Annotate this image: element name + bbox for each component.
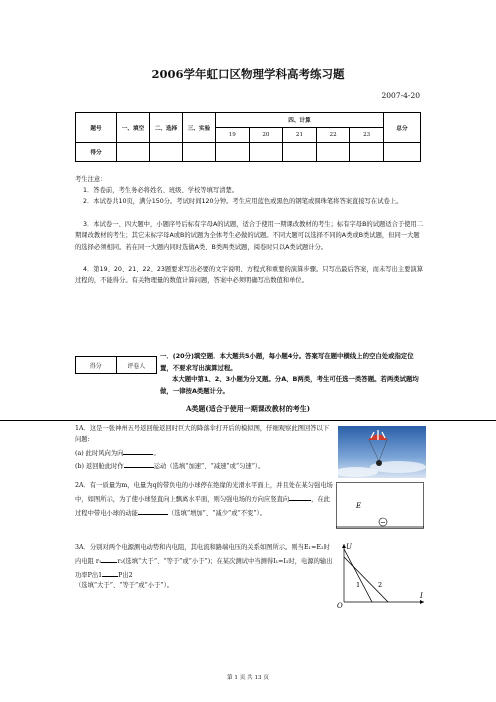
page-footer: 第 1 页 共 13 页 xyxy=(227,675,269,681)
line-1-label: 1 xyxy=(356,581,361,589)
line-2-label: 2 xyxy=(378,581,383,589)
col-q22: 22 xyxy=(316,128,350,143)
q1a-part-a: (a) 此时风向为向 。 xyxy=(75,446,333,460)
page-title: 2006学年虹口区物理学科高考练习题 xyxy=(151,67,345,81)
notice-item: 2．本试卷共10页，满分150分。考试时间120分钟。考生应用蓝色或黑色的钢笔或圆珠笔将答案直接写在试卷上。 xyxy=(83,198,403,205)
q1a-text xyxy=(75,424,333,473)
q1a-part-b: (b) 返回舱此时作 运动（选填“加速”、“减速”或“匀速”）。 xyxy=(75,459,333,473)
q3a-blank-power[interactable] xyxy=(102,568,118,577)
col-calculation: 四、计算 xyxy=(216,113,384,128)
q1a-stem: 1A．这是一张神州五号返回舱返回时巨大的降落伞打开后的模拟图，仔细观察此图回答以下问题: xyxy=(75,425,330,443)
score-cell[interactable] xyxy=(183,143,216,162)
origin-label: O xyxy=(337,602,343,608)
part1-instructions xyxy=(160,351,426,397)
axis-i-label: I xyxy=(420,592,423,600)
col-experiment: 三、实验 xyxy=(183,113,216,143)
col-q23: 23 xyxy=(350,128,384,143)
electric-field-diagram xyxy=(336,482,424,530)
q1a-blank-a[interactable] xyxy=(123,446,153,455)
parachute-photo xyxy=(338,426,426,478)
score-cell[interactable] xyxy=(316,143,350,162)
notice-item: 3．本试卷一、四大题中，小题序号后标有字母A的试题，适合于使用一期课改教材的考生；标有字母B的试题适合于使用二期课改教材的考生；其它未标字母A或B的试题为全体考生必做的试题。不同大题可以选择不同的A类或B类试题，但同一大题的选择必须相同。若在同一大题内同时选做A类、B类两类试题，阅卷时只以A类试题计分。 xyxy=(75,221,424,251)
section-divider xyxy=(0,420,496,421)
q3a-text: 3A．分别对两个电源测电动势和内电阻，其电流和路端电压的关系如图所示。则当E₁=E₂时内电阻 r₁ r₂(选填“大于”、“等于”或“小于”)；在某次测试中当测得I₁=I₂时，电源的输出功率P出1 P出2 （选填“大于”、“等于”或“小于”）。 xyxy=(75,543,333,592)
score-cell[interactable] xyxy=(216,143,250,162)
u-i-graph xyxy=(336,540,426,608)
field-label: E xyxy=(356,502,362,510)
scorer-grader-label: 评卷人 xyxy=(127,362,146,370)
col-choice: 二、选择 xyxy=(150,113,183,143)
col-question-label: 题号 xyxy=(76,113,117,143)
axis-u-label: U xyxy=(346,543,352,551)
score-table xyxy=(75,112,421,162)
q2a-blank-direction[interactable] xyxy=(289,492,311,501)
score-cell[interactable] xyxy=(384,143,421,162)
scorer-box xyxy=(75,356,157,374)
graph-line-1 xyxy=(344,549,372,602)
notice-heading: 考生注意： xyxy=(75,176,107,183)
col-q21: 21 xyxy=(283,128,317,143)
q2a-blank-energy[interactable] xyxy=(138,506,168,515)
graph-line-2 xyxy=(344,557,388,602)
score-cell[interactable] xyxy=(249,143,283,162)
q2a-text: 2A．有一质量为m，电量为q的带负电的小球停在绝缘的光滑水平面上，并且处在某匀强电场中，如图所示，为了使小球竖直向上飘离水平面，则匀强电场的方向应竖直向 ，在此过程中带电小球的动能 （选填“增加”、“减少”或“不变”）。 xyxy=(75,482,333,517)
part1-line1: 一．(20分)填空题．本大题共5小题，每小题4分。答案写在题中横线上的空白处或指定位置，不要求写出演算过程。 xyxy=(160,352,414,372)
part1-line2: 本大题中第1、2、3小题为分叉题。分A、B两类，考生可任选一类答题。若两类试题均做，一律按A类题计分。 xyxy=(160,375,419,395)
col-q20: 20 xyxy=(249,128,283,143)
q1a-blank-b[interactable] xyxy=(124,459,154,468)
q3a-blank-resistance[interactable] xyxy=(101,554,117,563)
score-cell[interactable] xyxy=(350,143,384,162)
score-cell[interactable] xyxy=(150,143,183,162)
q3a-hint: （选填“大于”、“等于”或“小于”）。 xyxy=(75,582,174,590)
exam-date: 2007-4-20 xyxy=(381,91,420,100)
col-q19: 19 xyxy=(216,128,250,143)
notice-item: 4．第19、20、21、22、23题要求写出必要的文字说明、方程式和重要的演算步骤。只写出最后答案，而未写出主要演算过程的，不能得分。有关物理量的数值计算问题，答案中必须明确写出数值和单位。 xyxy=(75,266,424,285)
score-row-label: 得分 xyxy=(76,143,117,162)
notice-item: 1．答卷前，考生务必将姓名、班级、学校等填写清楚。 xyxy=(83,187,239,194)
col-total: 总分 xyxy=(384,113,421,143)
a-class-heading: A类题(适合于使用一期课改教材的考生) xyxy=(185,404,311,413)
scorer-score-label: 得分 xyxy=(76,357,117,373)
charge-sign: − xyxy=(380,518,386,527)
score-cell[interactable] xyxy=(283,143,317,162)
col-fill: 一、填空 xyxy=(117,113,150,143)
score-cell[interactable] xyxy=(117,143,150,162)
